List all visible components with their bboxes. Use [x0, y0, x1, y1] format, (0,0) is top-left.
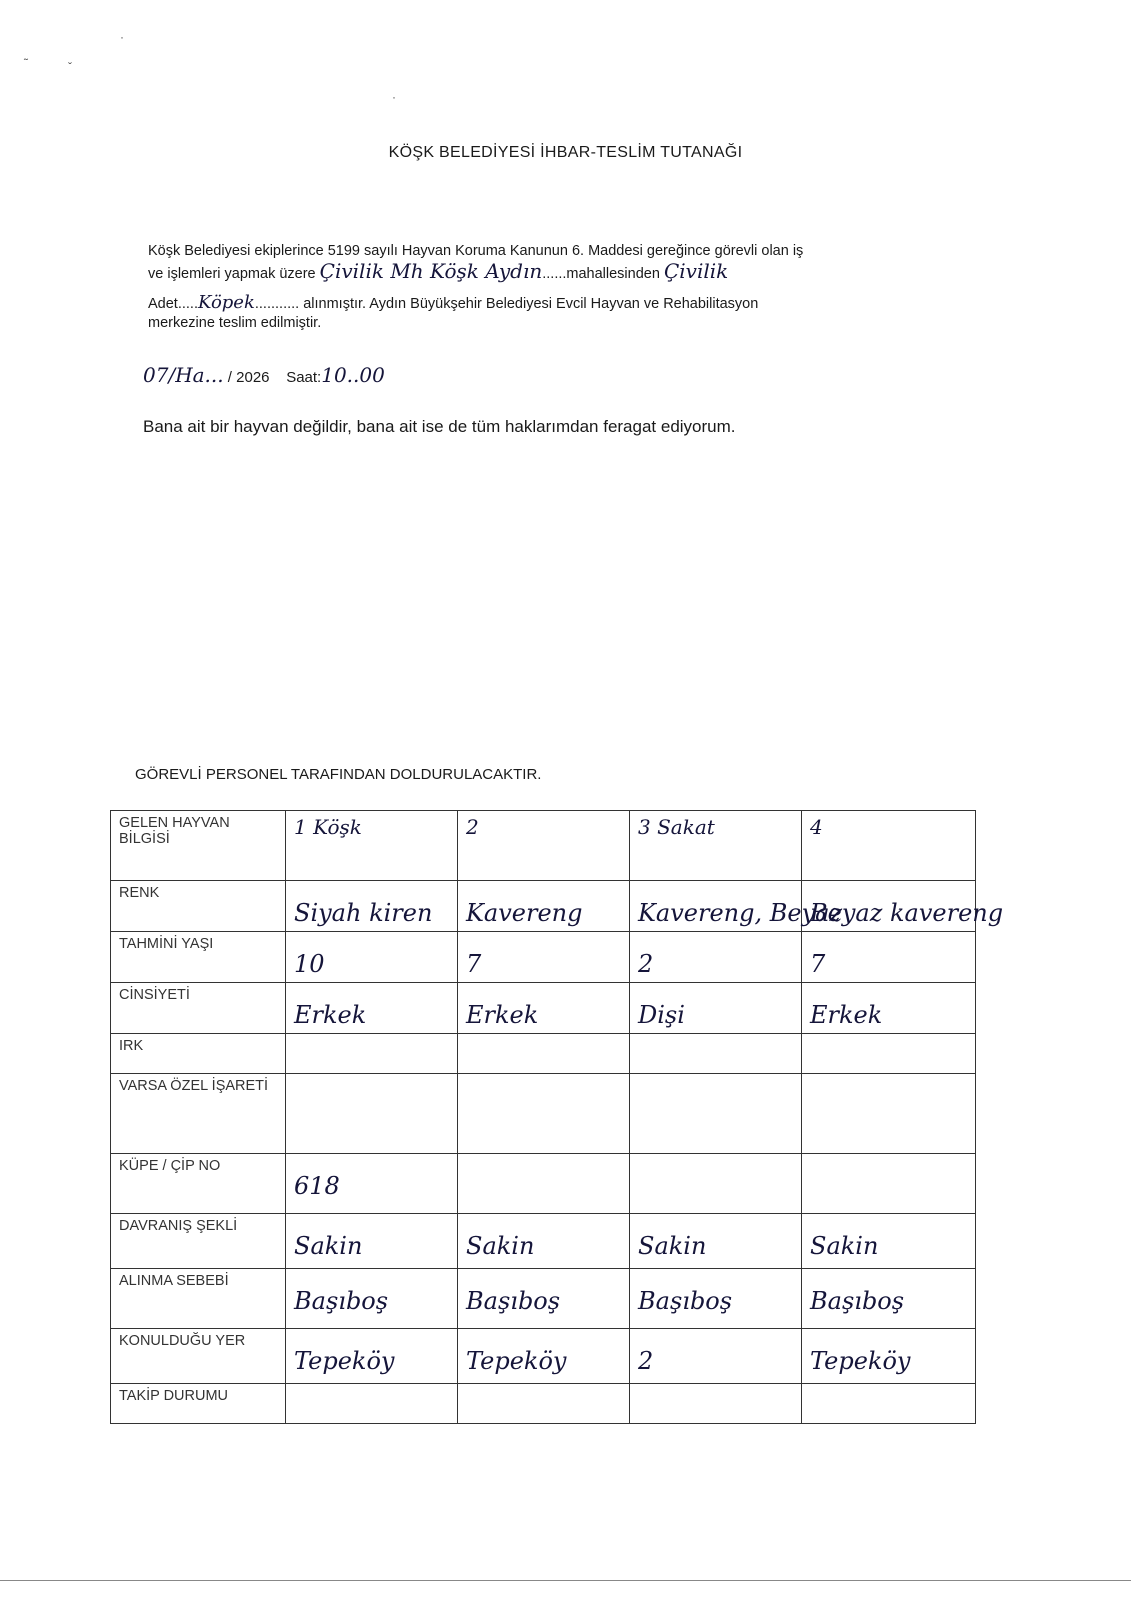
- paragraph-line-1: Köşk Belediyesi ekiplerince 5199 sayılı Hayvan Koruma Kanunun 6. Maddesi gereğince görevli olan iş: [148, 243, 804, 259]
- paragraph-line-3: [148, 293, 1018, 314]
- cell-value: Erkek: [466, 1001, 539, 1029]
- table-cell: [630, 1269, 802, 1329]
- date-year: / 2026: [227, 369, 270, 386]
- table-cell: [802, 1329, 976, 1384]
- table-cell: [802, 881, 1004, 932]
- row-label: RENK: [111, 881, 286, 932]
- cell-value: Dişi: [638, 1001, 685, 1029]
- cell-value: 7: [810, 950, 826, 978]
- cell-value: Erkek: [810, 1001, 883, 1029]
- cell-value: 2: [638, 1347, 654, 1375]
- table-row: [111, 1154, 976, 1214]
- table-cell: [286, 932, 458, 983]
- paragraph-line-3-suffix: ........... alınmıştır. Aydın Büyükşehir Belediyesi Evcil Hayvan ve Rehabilitasyon: [254, 296, 759, 312]
- table-row: [111, 1214, 976, 1269]
- table-cell: [630, 1329, 802, 1384]
- location-handwriting: Çivilik Mh Köşk Aydın: [319, 259, 543, 283]
- cell-value: 10: [294, 950, 325, 978]
- table-cell: [458, 983, 630, 1034]
- table-row: [111, 811, 976, 881]
- table-cell: [802, 811, 976, 881]
- cell-value: Erkek: [294, 1001, 367, 1029]
- table-cell: [286, 983, 458, 1034]
- table-row: [111, 1329, 976, 1384]
- table-row: [111, 932, 976, 983]
- table-cell: [458, 932, 630, 983]
- table-cell: [286, 811, 458, 881]
- date-time-line: [143, 363, 385, 387]
- table-cell: [802, 983, 976, 1034]
- table-cell: [286, 1034, 458, 1074]
- table-cell: [458, 1154, 630, 1214]
- cell-value: Sakin: [810, 1232, 879, 1260]
- cell-value: 3 Sakat: [638, 815, 715, 839]
- table-row: [111, 1074, 976, 1154]
- cell-value: 4: [810, 815, 823, 839]
- row-label: KONULDUĞU YER: [111, 1329, 286, 1384]
- table-cell: [458, 1384, 630, 1424]
- table-cell: [458, 1329, 630, 1384]
- table-row: [111, 881, 976, 932]
- cell-value: Siyah kiren: [294, 899, 433, 927]
- row-label: DAVRANIŞ ŞEKLİ: [111, 1214, 286, 1269]
- cell-value: Tepeköy: [294, 1347, 395, 1375]
- table-cell: [630, 811, 802, 881]
- cell-value: Başıboş: [294, 1287, 389, 1315]
- table-cell: [458, 1214, 630, 1269]
- table-cell: [458, 1034, 630, 1074]
- table-cell: [458, 881, 630, 932]
- declaration-text: Bana ait bir hayvan değildir, bana ait ise de tüm haklarımdan feragat ediyorum.: [143, 417, 736, 436]
- cell-value: Kavereng, Beyaz: [638, 899, 843, 927]
- table-cell: [802, 1034, 976, 1074]
- table-cell: [286, 1074, 458, 1154]
- cell-value: Başıboş: [466, 1287, 561, 1315]
- table-cell: [630, 1074, 802, 1154]
- time-handwriting: 10..00: [321, 363, 385, 387]
- cell-value: Sakin: [294, 1232, 363, 1260]
- table-cell: [286, 1329, 458, 1384]
- scan-speck: ·: [392, 90, 396, 104]
- cell-value: 1 Köşk: [294, 815, 362, 839]
- table-cell: [630, 932, 802, 983]
- table-cell: [630, 1214, 802, 1269]
- table-cell: [458, 1074, 630, 1154]
- table-cell: [286, 1154, 458, 1214]
- table-cell: [286, 881, 458, 932]
- table-cell: [286, 1269, 458, 1329]
- table-cell: [630, 1034, 802, 1074]
- cell-value: 7: [466, 950, 482, 978]
- scan-speck: ·: [120, 30, 124, 44]
- table-cell: [802, 1074, 976, 1154]
- row-label: TAHMİNİ YAŞI: [111, 932, 286, 983]
- neighbourhood-handwriting: Çivilik: [663, 259, 729, 283]
- document-title: KÖŞK BELEDİYESİ İHBAR-TESLİM TUTANAĞI: [388, 144, 743, 161]
- scan-speck: ˜: [24, 56, 28, 70]
- table-cell: [802, 1154, 976, 1214]
- cell-value: Başıboş: [638, 1287, 733, 1315]
- row-label: TAKİP DURUMU: [111, 1384, 286, 1424]
- footer-divider: [0, 1580, 1131, 1581]
- table-cell: [458, 1269, 630, 1329]
- paragraph-line-2: [148, 261, 998, 284]
- cell-value: Tepeköy: [810, 1347, 911, 1375]
- table-cell: [286, 1214, 458, 1269]
- paragraph-line-4: merkezine teslim edilmiştir.: [148, 315, 322, 331]
- animal-info-table: [110, 810, 1004, 1424]
- cell-value: Tepeköy: [466, 1347, 567, 1375]
- table-cell: [802, 932, 976, 983]
- table-cell: [630, 881, 843, 932]
- row-label: KÜPE / ÇİP NO: [111, 1154, 286, 1214]
- cell-value: Sakin: [466, 1232, 535, 1260]
- cell-value: Kavereng: [466, 899, 583, 927]
- paragraph-line-2-prefix: ve işlemleri yapmak üzere: [148, 266, 316, 282]
- table-cell: [802, 1269, 976, 1329]
- table-row: [111, 983, 976, 1034]
- cell-value: Başıboş: [810, 1287, 905, 1315]
- row-label: CİNSİYETİ: [111, 983, 286, 1034]
- table-cell: [458, 811, 630, 881]
- cell-value: 618: [294, 1172, 340, 1200]
- date-handwriting: 07/Ha...: [143, 363, 224, 387]
- table-cell: [286, 1384, 458, 1424]
- row-label: VARSA ÖZEL İŞARETİ: [111, 1074, 286, 1154]
- table-cell: [802, 1384, 976, 1424]
- table-row: [111, 1384, 976, 1424]
- scan-speck: ˇ: [68, 60, 72, 74]
- time-label: Saat:: [286, 369, 322, 386]
- cell-value: 2: [466, 815, 479, 839]
- table-cell: [802, 1214, 976, 1269]
- section-title: GÖREVLİ PERSONEL TARAFINDAN DOLDURULACAKTIR.: [135, 766, 542, 783]
- row-label: IRK: [111, 1034, 286, 1074]
- table-cell: [630, 983, 802, 1034]
- table-row: [111, 1269, 976, 1329]
- animal-type-handwriting: Köpek: [197, 292, 255, 313]
- table-cell: [630, 1154, 802, 1214]
- paragraph-line-3-prefix: Adet.....: [148, 296, 198, 312]
- paragraph-line-2-mid: ......mahallesinden: [542, 266, 660, 282]
- row-label: ALINMA SEBEBİ: [111, 1269, 286, 1329]
- cell-value: 2: [638, 950, 654, 978]
- cell-value: Sakin: [638, 1232, 707, 1260]
- row-label: GELEN HAYVAN BİLGİSİ: [111, 811, 286, 881]
- cell-value: Beyaz kavereng: [810, 899, 1004, 927]
- table-cell: [630, 1384, 802, 1424]
- table-row: [111, 1034, 976, 1074]
